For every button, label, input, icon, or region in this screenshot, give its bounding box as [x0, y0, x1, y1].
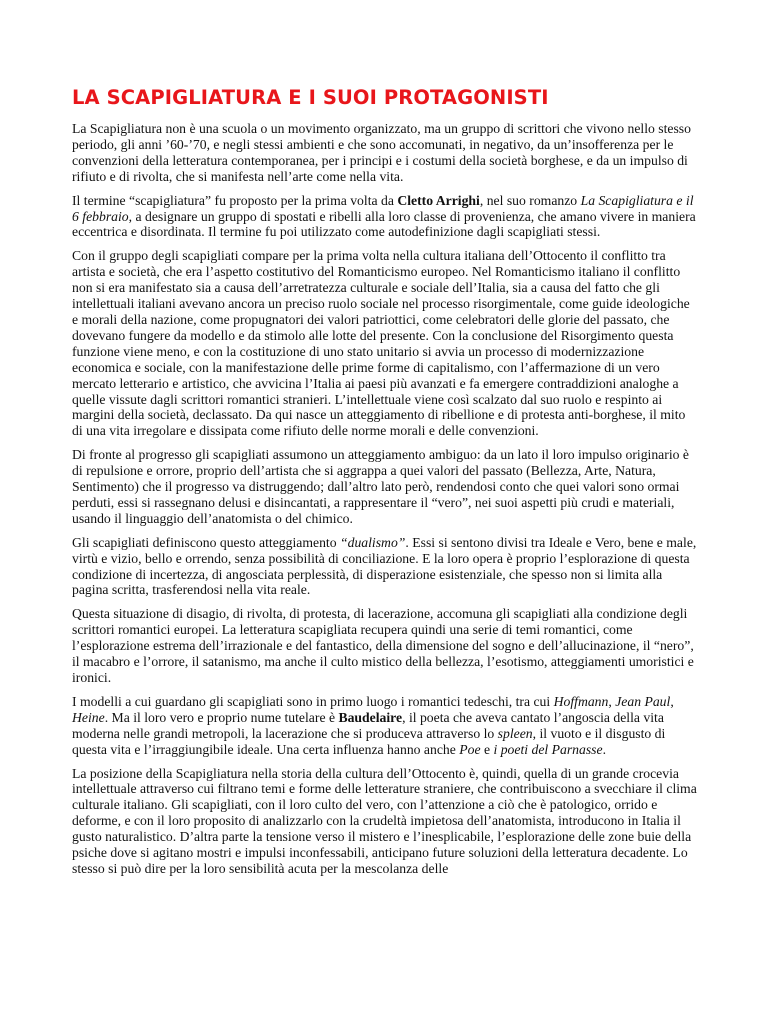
paragraph-2: [72, 193, 698, 241]
paragraph-5-text: Gli scapigliati definiscono questo atteggiamento: [72, 534, 340, 550]
paragraph-5-text: . Essi si sentono divisi tra Ideale e Vero, bene e male, virtù e vizio, bello e orrendo, senza possibilità di conciliazione. E la loro opera è proprio l’esplorazione di questa condizione di incertezza, di angosciata perplessità, di disperazione esistenziale, che spesso non si limita alla pagina scritta, trasferendosi nella vita reale.: [72, 534, 697, 598]
parnasse-poets: i poeti del Parnasse: [493, 741, 603, 757]
paragraph-7-text: ,: [670, 693, 674, 709]
term-spleen: spleen: [497, 725, 533, 741]
paragraph-6: Questa situazione di disagio, di rivolta, di protesta, di lacerazione, accomuna gli scapigliati alla condizione degli scrittori romantici europei. La letteratura scapigliata recupera quindi una serie di temi romantici, come l’esplorazione estrema dell’irrazionale e del fantastico, della dimensione del sogno e dell’allucinazione, il “nero”, il macabro e l’orrore, il satanismo, ma anche il culto mistico della bellezza, l’esotismo, atteggiamenti umoristici e ironici.: [72, 606, 694, 685]
paragraph-7-text: , il vuoto e il disgusto di questa vita e l’irraggiungibile ideale. Una certa influenza hanno anche: [72, 725, 666, 757]
term-dualismo: “dualismo”: [339, 534, 406, 550]
author-hoffmann: Hoffmann: [553, 693, 609, 709]
paragraph-7-text: , il poeta che aveva cantato l’angoscia della vita moderna nelle grandi metropoli, la lacerazione che si produceva attraverso lo: [72, 709, 664, 741]
paragraph-7-text: I modelli a cui guardano gli scapigliati sono in primo luogo i romantici tedeschi, tra cui: [72, 693, 554, 709]
author-name-arrighi: Cletto Arrighi: [397, 192, 480, 208]
paragraph-7-text: .: [602, 741, 606, 757]
paragraph-8: La posizione della Scapigliatura nella storia della cultura dell’Ottocento è, quindi, quella di un grande crocevia intellettuale attraverso cui filtrano temi e forme delle letterature straniere, che contribuiscono a svecchiare il clima culturale italiano. Gli scapigliati, con il loro culto del vero, con l’attenzione a ciò che è patologico, orrido e deforme, e con il loro proposito di analizzarlo con la crudeltà impietosa dell’anatomista, introducono in Italia il gusto naturalistico. D’altra parte la tensione verso il mistero e l’inesplicabile, l’esplorazione delle zone buie della psiche dove si agitano mostri e impulsi inconfessabili, anticipano future soluzioni della letteratura decadente. Lo stesso si può dire per la loro sensibilità acuta per la mescolanza delle: [72, 765, 697, 876]
paragraph-7-text: e: [480, 741, 494, 757]
paragraph-4: Di fronte al progresso gli scapigliati assumono un atteggiamento ambiguo: da un lato il loro impulso originario è di repulsione e orrore, proprio dell’artista che si aggrappa a quei valori del passato (Bellezza, Arte, Natura, Sentimento) che il progresso va distruggendo; dall’altro lato però, rendendosi conto che quei valori sono ormai perduti, essi si rassegnano delusi e disincantati, a rappresentare il “vero”, nei suoi aspetti più crudi e materiali, usando il linguaggio dell’anatomista o del chimico.: [72, 447, 689, 526]
author-poe: Poe: [459, 741, 481, 757]
paragraph-2-text: Il termine “scapigliatura” fu proposto per la prima volta da: [72, 192, 398, 208]
novel-title: La Scapigliatura e il 6 febbraio: [72, 192, 694, 224]
paragraph-7-text: ,: [608, 693, 616, 709]
paragraph-1: La Scapigliatura non è una scuola o un movimento organizzato, ma un gruppo di scrittori che vivono nello stesso periodo, gli anni ’60-’70, e negli stessi ambienti e che sono accomunati, in negativo, da un’insofferenza per le convenzioni della letteratura contemporanea, per i principi e i costumi della società borghese, e da un impulso di rifiuto e di rivolta, che si manifesta nell’arte come nella vita.: [72, 121, 691, 184]
paragraph-2-text: , nel suo romanzo: [479, 192, 581, 208]
paragraph-7: [72, 694, 698, 758]
author-baudelaire: Baudelaire: [338, 709, 403, 725]
page-title: LA SCAPIGLIATURA E I SUOI PROTAGONISTI: [72, 86, 549, 109]
paragraph-5: [72, 535, 698, 599]
paragraph-7-text: . Ma il loro vero e proprio nume tutelare è: [104, 709, 339, 725]
paragraph-3: Con il gruppo degli scapigliati compare per la prima volta nella cultura italiana dell’Ottocento il conflitto tra artista e società, che era l’aspetto costitutivo del Romanticismo europeo. Nel Romanticismo italiano il conflitto non si era manifestato sia a causa dell’arretratezza culturale e sociale dell’Italia, sia a causa del fatto che gli intellettuali italiani avevano ancora un preciso ruolo sociale nel processo risorgimentale, come guide ideologiche e morali della nazione, come propugnatori dei valori patriottici, come celebratori delle glorie del passato, che dovevano fungere da modello e da stimolo alle lotte del presente. Con la conclusione del Risorgimento questa funzione viene meno, e con la costituzione di uno stato unitario si avvia un processo di modernizzazione economica e sociale, con la manifestazione delle prime forme di capitalismo, con l’affermazione di un vero mercato letterario e artistico, che avvicina l’Italia ai paesi più avanzati e fa emergere contraddizioni analoghe a quelle vissute dagli scrittori romantici stranieri. L’intellettuale viene così scalzato dal suo ruolo e respinto ai margini della società, declassato. Da qui nasce un atteggiamento di ribellione e di protesta anti-borghese, il mito di una vita irregolare e dissipata come rifiuto delle norme morali e delle convenzioni.: [72, 248, 690, 439]
paragraph-2-text: , a designare un gruppo di spostati e ribelli alla loro classe di provenienza, che amano vivere in maniera eccentrica e disordinata. Il termine fu poi utilizzato come autodefinizione dagli scapigliati stessi.: [72, 208, 696, 240]
author-jean-paul: Jean Paul: [615, 693, 671, 709]
author-heine: Heine: [72, 709, 105, 725]
